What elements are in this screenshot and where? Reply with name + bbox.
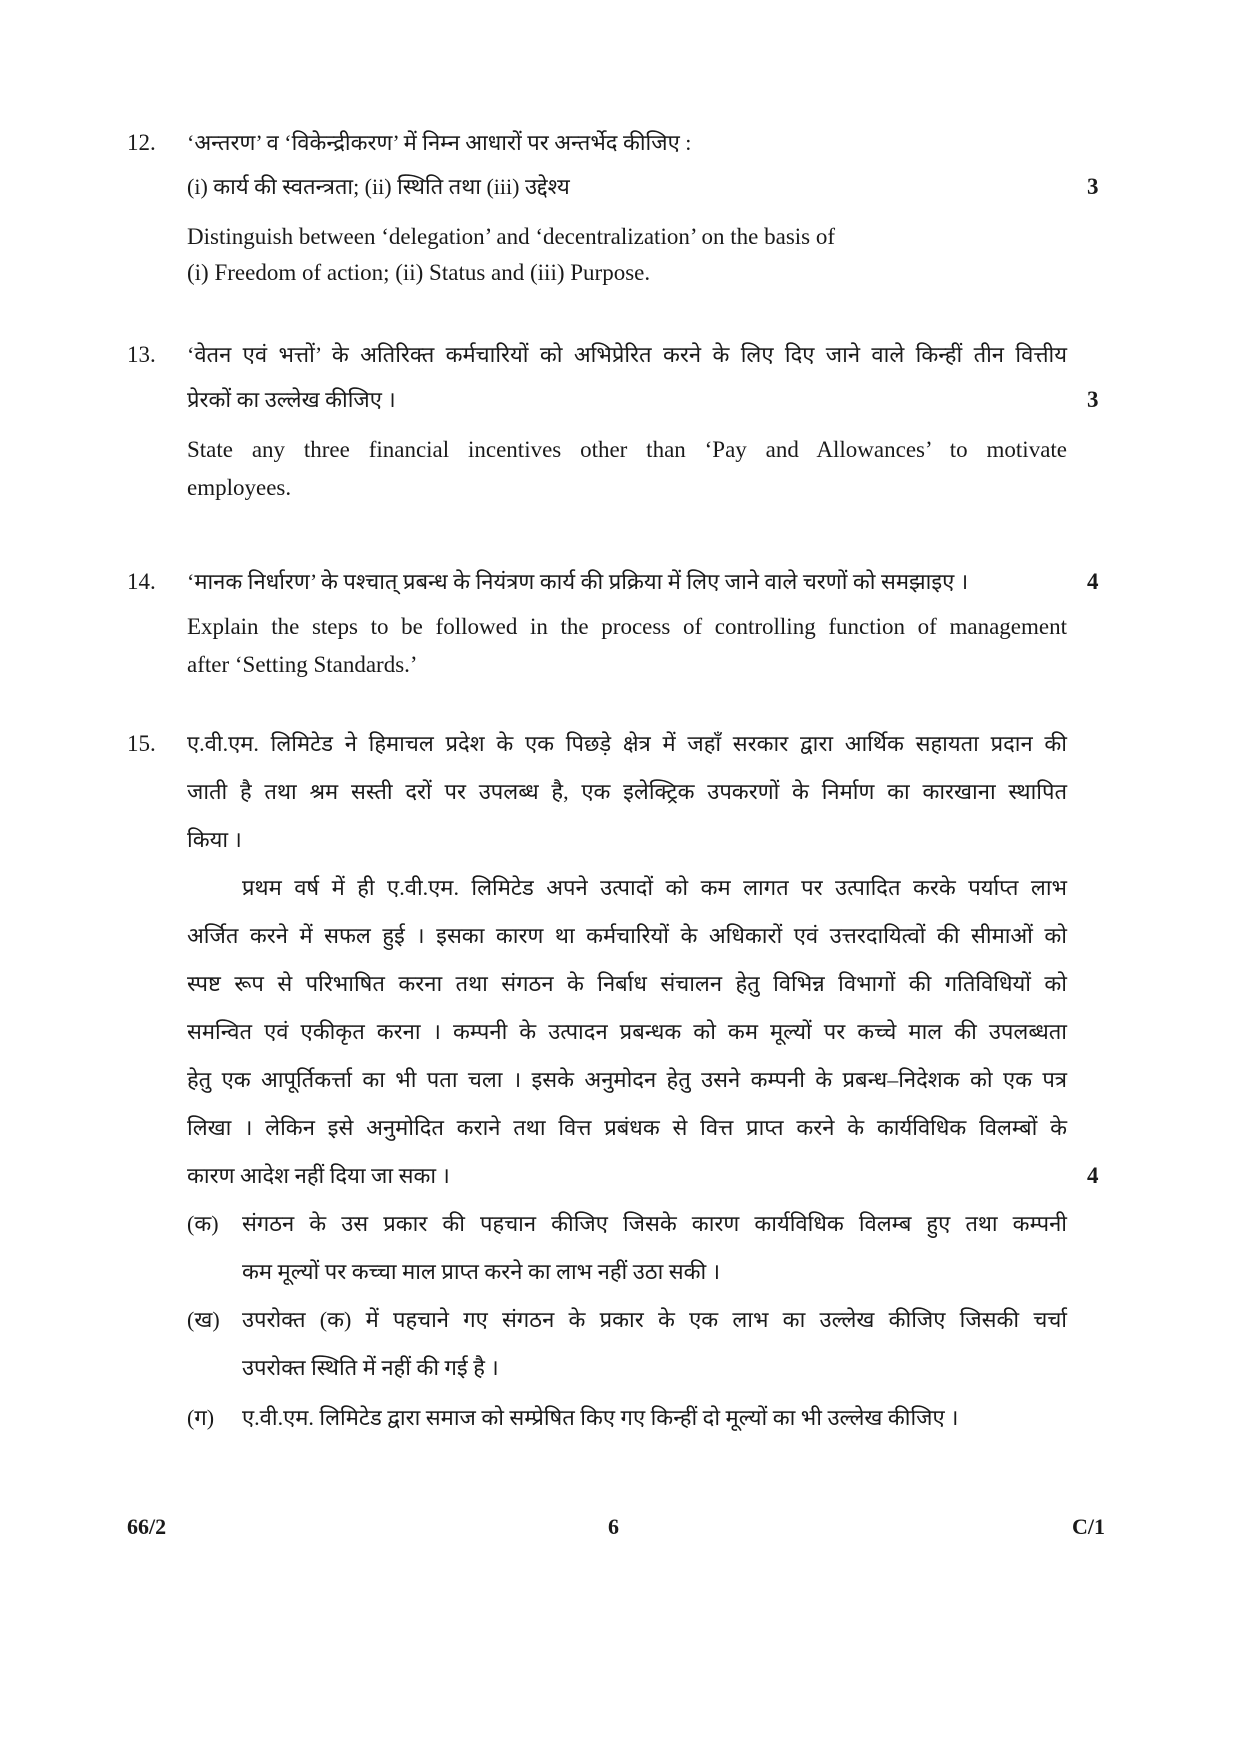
question-13-number: 13. xyxy=(127,342,156,367)
question-14-english-line-1: Explain the steps to be followed in the process of controlling function of management xyxy=(187,614,1067,639)
subpart-ka-line-2: कम मूल्यों पर कच्चा माल प्राप्त करने का लाभ नहीं उठा सकी । xyxy=(242,1259,721,1284)
question-15-hindi-line-8: हेतु एक आपूर्तिकर्त्ता का भी पता चला । इसके अनुमोदन हेतु उसने कम्पनी के प्रबन्ध–निदेशक को एक पत्र xyxy=(187,1067,1067,1092)
question-14-english-line-2: after ‘Setting Standards.’ xyxy=(187,652,418,677)
question-15-number: 15. xyxy=(127,731,156,756)
question-15-hindi-line-3: किया । xyxy=(187,827,242,852)
subpart-kha-label: (ख) xyxy=(187,1307,220,1332)
question-15-hindi-line-10: कारण आदेश नहीं दिया जा सका । xyxy=(187,1163,450,1188)
question-15-hindi-line-1: ए.वी.एम. लिमिटेड ने हिमाचल प्रदेश के एक पिछड़े क्षेत्र में जहाँ सरकार द्वारा आर्थिक सहायता प्रदान की xyxy=(187,731,1067,756)
subpart-ka-label: (क) xyxy=(187,1211,219,1236)
question-12-english-line-1: Distinguish between ‘delegation’ and ‘decentralization’ on the basis of xyxy=(187,224,836,249)
question-12-marks: 3 xyxy=(1087,174,1099,199)
question-12-hindi-line-2: (i) कार्य की स्वतन्त्रता; (ii) स्थिति तथा (iii) उद्देश्य xyxy=(187,174,570,199)
question-13-hindi-line-1: ‘वेतन एवं भत्तों’ के अतिरिक्त कर्मचारियों को अभिप्रेरित करने के लिए दिए जाने वाले किन्हीं तीन वित्तीय xyxy=(187,342,1067,367)
question-13-marks: 3 xyxy=(1087,387,1099,412)
question-15-hindi-line-2: जाती है तथा श्रम सस्ती दरों पर उपलब्ध है, एक इलेक्ट्रिक उपकरणों के निर्माण का कारखाना स्थापित xyxy=(187,779,1067,804)
subpart-ka-line-1: संगठन के उस प्रकार की पहचान कीजिए जिसके कारण कार्यविधिक विलम्ब हुए तथा कम्पनी xyxy=(242,1211,1067,1236)
question-12-english-line-2: (i) Freedom of action; (ii) Status and (iii) Purpose. xyxy=(187,260,651,285)
question-15-hindi-line-5: अर्जित करने में सफल हुई । इसका कारण था कर्मचारियों के अधिकारों एवं उत्तरदायित्वों की सीमाओं को xyxy=(187,923,1067,948)
question-14-number: 14. xyxy=(127,569,156,594)
footer-paper-code: 66/2 xyxy=(127,1514,167,1539)
question-14-marks: 4 xyxy=(1087,569,1099,594)
question-13-english-line-2: employees. xyxy=(187,475,292,500)
subpart-kha-line-1: उपरोक्त (क) में पहचाने गए संगठन के प्रकार के एक लाभ का उल्लेख कीजिए जिसकी चर्चा xyxy=(242,1307,1067,1332)
footer-set-code: C/1 xyxy=(1072,1514,1105,1539)
question-12-hindi-line-1: ‘अन्तरण’ व ‘विकेन्द्रीकरण’ में निम्न आधारों पर अन्तर्भेद कीजिए : xyxy=(187,130,692,155)
question-15-hindi-line-6: स्पष्ट रूप से परिभाषित करना तथा संगठन के निर्बाध संचालन हेतु विभिन्न विभागों की गतिविधियों को xyxy=(187,971,1067,996)
question-14-hindi-line-1: ‘मानक निर्धारण’ के पश्चात् प्रबन्ध के नियंत्रण कार्य की प्रक्रिया में लिए जाने वाले चरणों को समझाइए । xyxy=(187,569,969,594)
subpart-ga-label: (ग) xyxy=(187,1405,215,1430)
question-15-hindi-line-7: समन्वित एवं एकीकृत करना । कम्पनी के उत्पादन प्रबन्धक को कम मूल्यों पर कच्चे माल की उपलब्धता xyxy=(187,1019,1067,1044)
footer-page-number: 6 xyxy=(608,1514,619,1539)
question-13-english-line-1: State any three financial incentives other than ‘Pay and Allowances’ to motivate xyxy=(187,437,1067,462)
subpart-kha-line-2: उपरोक्त स्थिति में नहीं की गई है । xyxy=(242,1355,499,1380)
question-13-hindi-line-2: प्रेरकों का उल्लेख कीजिए । xyxy=(187,387,396,412)
question-15-marks: 4 xyxy=(1087,1163,1099,1188)
question-12-number: 12. xyxy=(127,130,156,155)
question-15-hindi-line-9: लिखा । लेकिन इसे अनुमोदित कराने तथा वित्त प्रबंधक से वित्त प्राप्त करने के कार्यविधिक विलम्बों के xyxy=(187,1115,1067,1140)
subpart-ga-line-1: ए.वी.एम. लिमिटेड द्वारा समाज को सम्प्रेषित किए गए किन्हीं दो मूल्यों का भी उल्लेख कीजिए । xyxy=(242,1405,959,1430)
question-15-hindi-line-4: प्रथम वर्ष में ही ए.वी.एम. लिमिटेड अपने उत्पादों को कम लागत पर उत्पादित करके पर्याप्त लाभ xyxy=(242,875,1067,900)
